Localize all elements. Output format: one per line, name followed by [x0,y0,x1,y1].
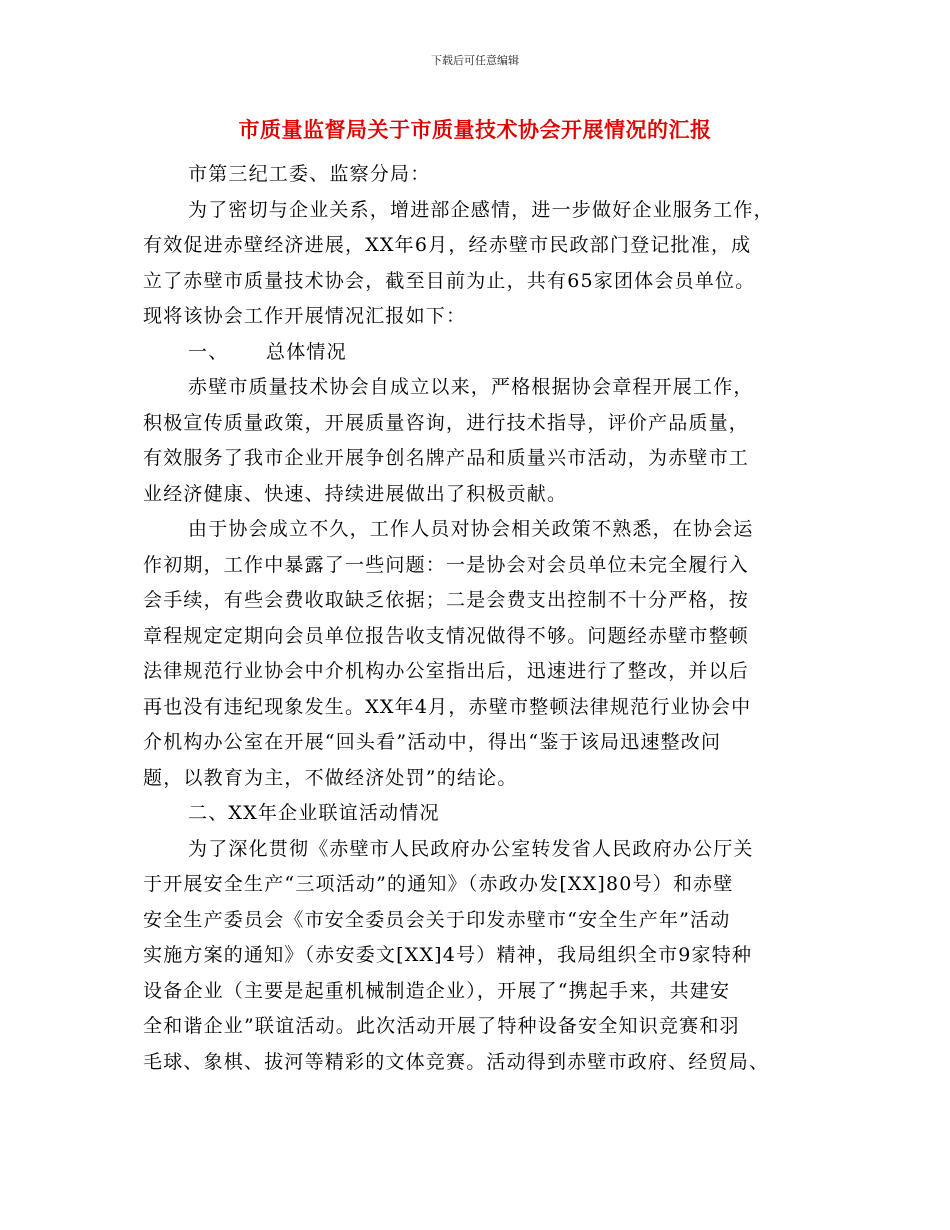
section-number: 一、 [188,340,229,363]
paragraph-line: 现将该协会工作开展情况汇报如下： [143,305,467,327]
paragraph-line: 会手续，有些会费收取缺乏依据；二是会费支出控制不十分严格，按 [143,589,750,611]
paragraph-line: 法律规范行业协会中介机构办公室指出后，迅速进行了整改，并以后 [143,660,750,682]
paragraph-line: 全和谐企业”联谊活动。此次活动开展了特种设备安全知识竞赛和羽 [143,1015,740,1037]
paragraph-line: 有效服务了我市企业开展争创名牌产品和质量兴市活动，为赤壁市工 [143,447,750,469]
paragraph-line: 作初期，工作中暴露了一些问题：一是协会对会员单位未完全履行入 [143,553,750,576]
paragraph-line: 实施方案的通知》（赤安委文[XX]4号）精神，我局组织全市9家特种 [143,944,753,966]
paragraph-line: 有效促进赤壁经济进展，XX年6月，经赤壁市民政部门登记批准，成 [143,234,752,256]
paragraph-line: 立了赤壁市质量技术协会，截至目前为止，共有65家团体会员单位。 [143,269,756,292]
document-title: 市质量监督局关于市质量技术协会开展情况的汇报 [238,117,712,142]
section-heading-1 [143,335,808,371]
paragraph-line: 再也没有违纪现象发生。XX年4月，赤壁市整顿法律规范行业协会中 [143,695,752,718]
paragraph-line: 介机构办公室在开展“回头看”活动中，得出“鉴于该局迅速整改问 [143,731,722,753]
paragraph-line: 为了深化贯彻《赤壁市人民政府办公室转发省人民政府办公厅关 [188,837,754,860]
paragraph-line: 为了密切与企业关系，增进部企感情，进一步做好企业服务工作， [188,198,774,221]
paragraph-line: 于开展安全生产“三项活动”的通知》（赤政办发[XX]80号）和赤壁 [143,873,734,895]
paragraph-line: 积极宣传质量政策，开展质量咨询，进行技术指导，评价产品质量， [143,411,750,434]
salutation: 市第三纪工委、监察分局： [188,163,431,185]
paragraph-line: 设备企业（主要是起重机械制造企业），开展了“携起手来，共建安 [143,979,731,1002]
section-heading-2: 二、XX年企业联谊活动情况 [188,802,440,824]
paragraph-line: 业经济健康、快速、持续进展做出了积极贡献。 [143,482,568,505]
paragraph-line: 安全生产委员会《市安全委员会关于印发赤壁市“安全生产年”活动 [143,908,731,931]
paragraph-line: 由于协会成立不久，工作人员对协会相关政策不熟悉，在协会运 [188,518,754,540]
document-body [143,157,808,1080]
paragraph-line: 毛球、象棋、拔河等精彩的文体竞赛。活动得到赤壁市政府、经贸局、 [143,1050,770,1073]
paragraph-line: 题，以教育为主，不做经济处罚”的结论。 [143,766,518,789]
paragraph-line: 赤壁市质量技术协会自成立以来，严格根据协会章程开展工作， [188,376,754,398]
section-title: 总体情况 [266,340,347,363]
paragraph-line: 章程规定定期向会员单位报告收支情况做得不够。问题经赤壁市整顿 [143,624,750,647]
header-note: 下载后可任意编辑 [431,54,519,67]
